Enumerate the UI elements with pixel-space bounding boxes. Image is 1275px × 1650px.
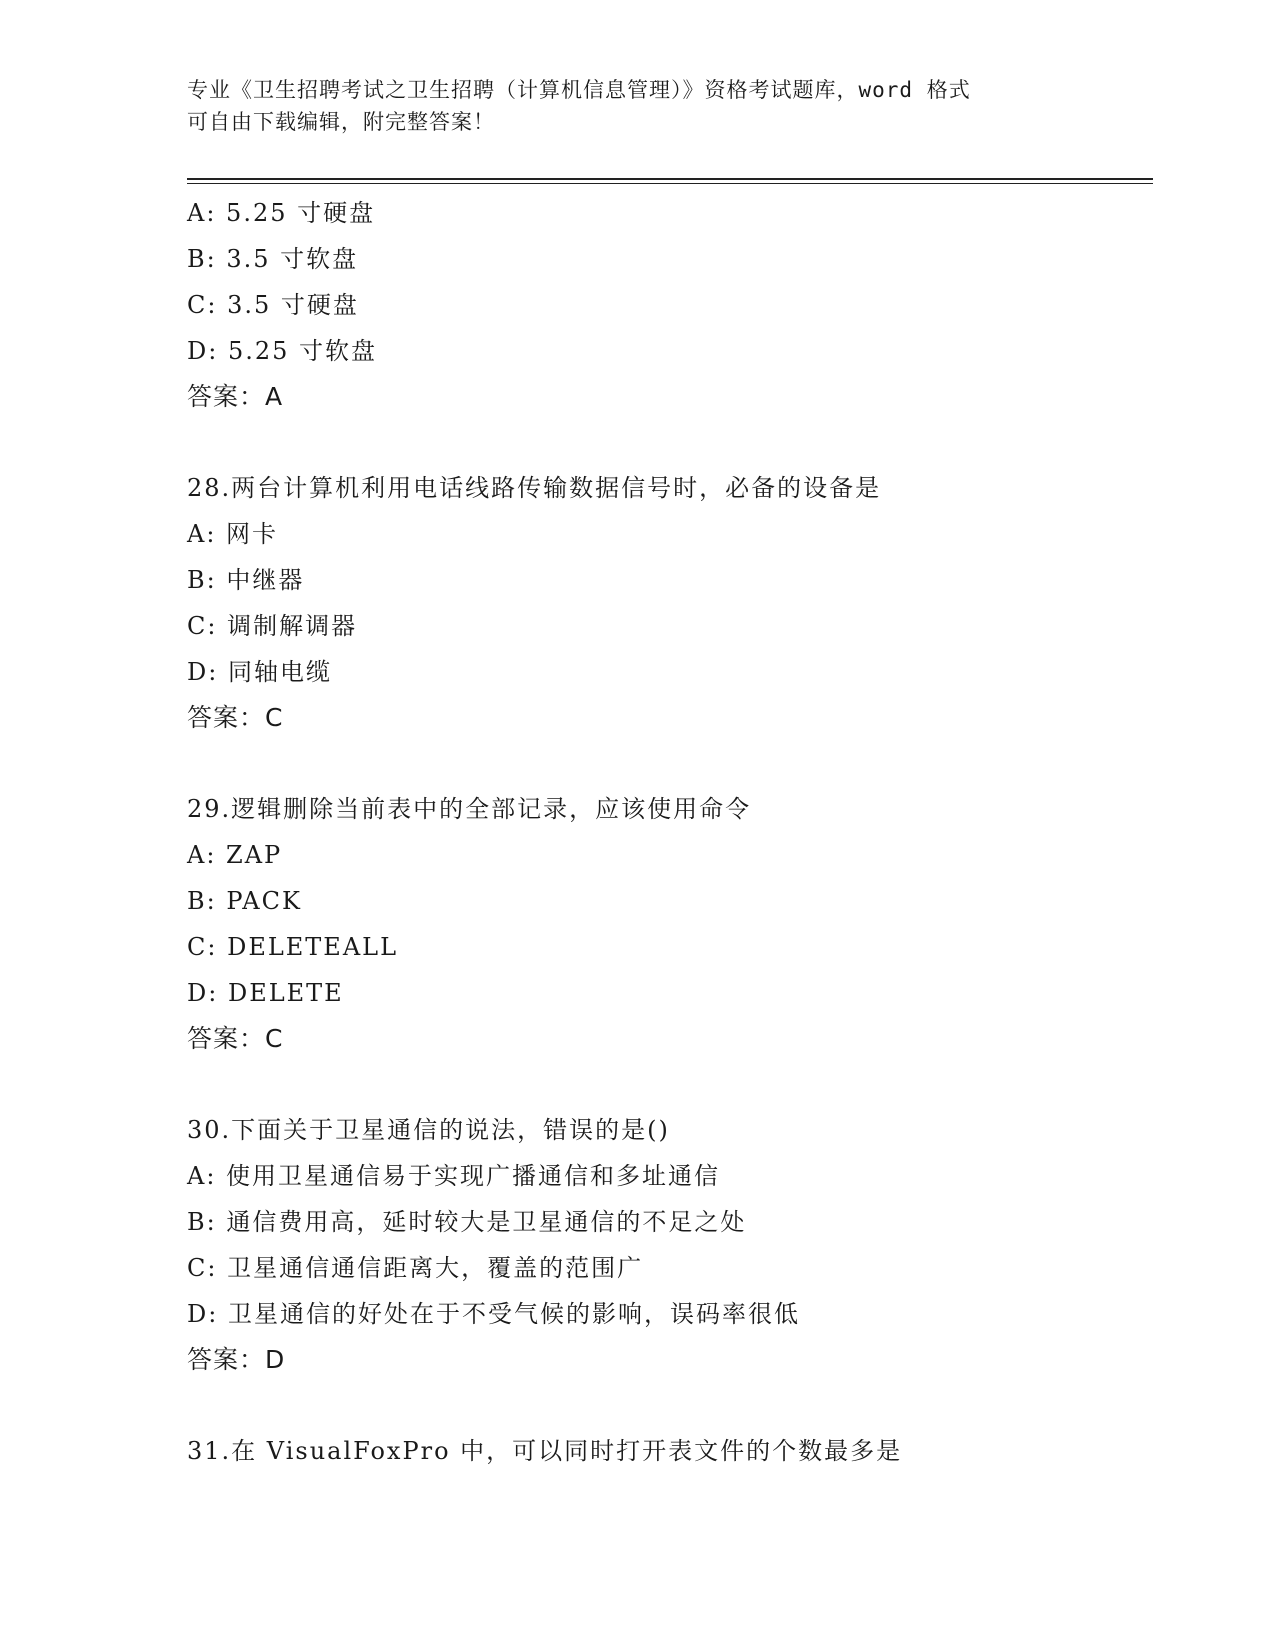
option-c: C: 调制解调器	[187, 612, 358, 640]
spacer	[187, 1062, 1147, 1107]
spacer	[187, 741, 1147, 786]
option-d: D: 同轴电缆	[187, 658, 332, 686]
question-text: 29.逻辑删除当前表中的全部记录，应该使用命令	[187, 795, 752, 823]
question-list	[187, 190, 1147, 1474]
option-b: B: 通信费用高，延时较大是卫星通信的不足之处	[187, 1208, 747, 1236]
question-30	[187, 1107, 1147, 1383]
option-a: A: 使用卫星通信易于实现广播通信和多址通信	[187, 1162, 721, 1190]
answer-line: 答案：C	[187, 703, 284, 732]
option-b: B: 中继器	[187, 566, 305, 594]
header-divider-thin	[187, 183, 1153, 184]
question-text: 28.两台计算机利用电话线路传输数据信号时，必备的设备是	[187, 474, 882, 502]
spacer	[187, 1383, 1147, 1428]
question-27	[187, 190, 1147, 420]
option-a: A: 网卡	[187, 520, 279, 548]
option-b: B: 3.5 寸软盘	[187, 245, 359, 273]
option-a: A: 5.25 寸硬盘	[187, 199, 376, 227]
question-text: 31.在 VisualFoxPro 中，可以同时打开表文件的个数最多是	[187, 1437, 903, 1465]
header-divider-thick	[187, 178, 1153, 180]
header-line-1: 专业《卫生招聘考试之卫生招聘（计算机信息管理）》资格考试题库，word 格式	[187, 78, 971, 102]
option-c: C: 3.5 寸硬盘	[187, 291, 359, 319]
option-d: D: 5.25 寸软盘	[187, 337, 378, 365]
option-b: B: PACK	[187, 887, 302, 915]
question-29	[187, 786, 1147, 1062]
question-28	[187, 465, 1147, 741]
option-d: D: DELETE	[187, 979, 344, 1007]
option-d: D: 卫星通信的好处在于不受气候的影响，误码率很低	[187, 1300, 800, 1328]
spacer	[187, 420, 1147, 465]
option-c: C: 卫星通信通信距离大，覆盖的范围广	[187, 1254, 644, 1282]
header-line-2: 可自由下载编辑，附完整答案！	[187, 110, 495, 134]
question-31	[187, 1428, 1147, 1474]
answer-line: 答案：C	[187, 1024, 284, 1053]
answer-line: 答案：A	[187, 382, 284, 411]
option-c: C: DELETEALL	[187, 933, 399, 961]
question-text: 30.下面关于卫星通信的说法，错误的是()	[187, 1116, 670, 1144]
answer-line: 答案：D	[187, 1345, 286, 1374]
document-header	[187, 74, 1087, 138]
option-a: A: ZAP	[187, 841, 283, 869]
